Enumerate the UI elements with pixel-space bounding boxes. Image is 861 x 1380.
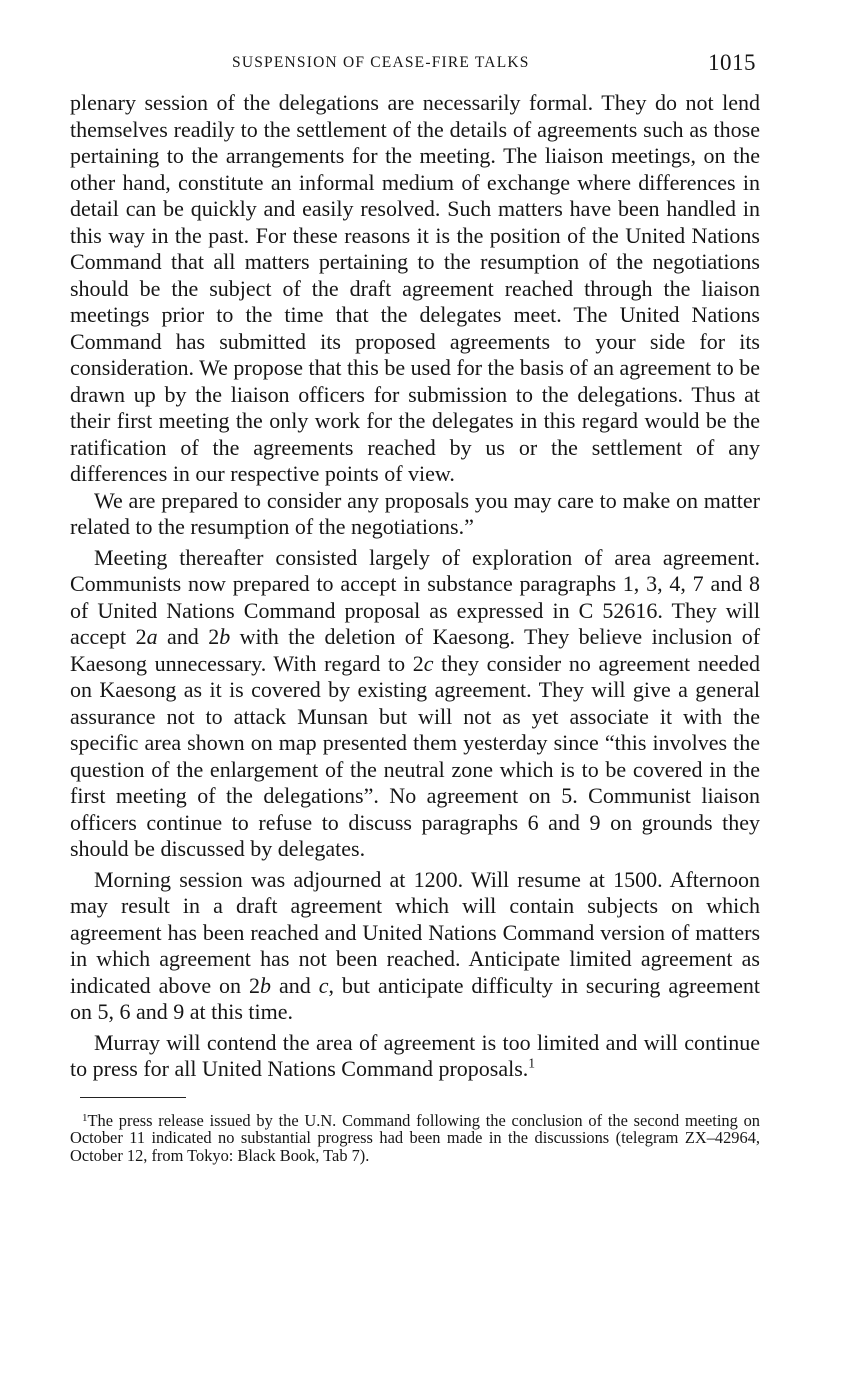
text-run: and xyxy=(271,972,319,998)
running-header xyxy=(70,50,760,90)
text-run: they consider no agreement needed on Kaesong as it is covered by existing agreement. They will give a general assurance not to attack Munsan but will not as yet associate it with the specific area shown on map presented them yesterday since “this involves the question of the enlargement of the neutral zone which is to be covered in the first meeting of the delegations”. No agreement on 5. Communist liaison officers continue to refuse to discuss paragraphs 6 and 9 on grounds they should be discussed by delegates. xyxy=(70,650,761,861)
paragraph-murray xyxy=(70,1030,760,1083)
text-run: Meeting thereafter consisted largely of exploration of area agreement. Communists now prepared to accept in substance paragraphs 1, 3, 4, 7 and 8 of United Nations Command proposal as expressed in C 52616. They will accept 2 xyxy=(70,544,760,649)
text-run-italic: c xyxy=(423,650,434,676)
text-run: and 2 xyxy=(157,624,220,649)
document-page xyxy=(70,50,760,1164)
page-number: 1015 xyxy=(708,50,756,75)
text-run: with the deletion of Kaesong. They believe inclusion of Kaesong unnecessary. With regard to 2 xyxy=(70,624,761,676)
text-run-italic: b xyxy=(260,972,272,998)
text-run: , but anticipate difficulty in securing agreement on 5, 6 and 9 at this time. xyxy=(70,972,760,1024)
text-run-italic: b xyxy=(219,624,231,649)
running-title: SUSPENSION OF CEASE-FIRE TALKS xyxy=(232,54,530,71)
paragraph-morning-session xyxy=(70,867,760,1026)
paragraph-proposals: We are prepared to consider any proposals you may care to make on matter related to the resumption of the negotiations.” xyxy=(70,487,760,539)
footnote-divider xyxy=(80,1097,186,1098)
footnote-mark: 1 xyxy=(82,1111,88,1124)
text-run: Morning session was adjourned at 1200. Will resume at 1500. Afternoon may result in a draft agreement which will contain subjects on which agreement has been reached and United Nations Command version of matters in which agreement has not been reached. Anticipate limited agreement as indicated above on 2 xyxy=(70,866,760,998)
footnote xyxy=(70,1112,760,1165)
footnote-reference: 1 xyxy=(528,1055,536,1071)
text-run: Murray will contend the area of agreement is too limited and will continue to press for all United Nations Command proposals. xyxy=(70,1029,760,1081)
paragraph-continuation: plenary session of the delegations are necessarily formal. They do not lend themselves readily to the settlement of the details of agreements such as those pertaining to the arrangements for the meeting. The liaison meetings, on the other hand, constitute an informal medium of exchange where differences in detail can be quickly and easily resolved. Such matters have been handled in this way in the past. For these reasons it is the position of the United Nations Command that all matters pertaining to the resumption of the negotiations should be the subject of the draft agreement reached through the liaison meetings prior to the time that the delegates meet. The United Nations Command has submitted its proposed agreements to your side for its consideration. We propose that this be used for the basis of an agreement to be drawn up by the liaison officers for submission to the delegations. Thus at their first meeting the only work for the delegates in this regard would be the ratification of the agreements reached by us or the settlement of any differences in our respective points of view. xyxy=(70,90,761,486)
text-run-italic: c xyxy=(318,972,329,998)
paragraph-area-agreement xyxy=(70,545,760,863)
body-text xyxy=(70,90,760,1083)
footnote-text: The press release issued by the U.N. Command following the conclusion of the second meeting on October 11 indicated no substantial progress had been made in the discussions (telegram ZX–42964, October 12, from Tokyo: Black Book, Tab 7). xyxy=(70,1110,760,1165)
text-run-italic: a xyxy=(146,624,158,649)
